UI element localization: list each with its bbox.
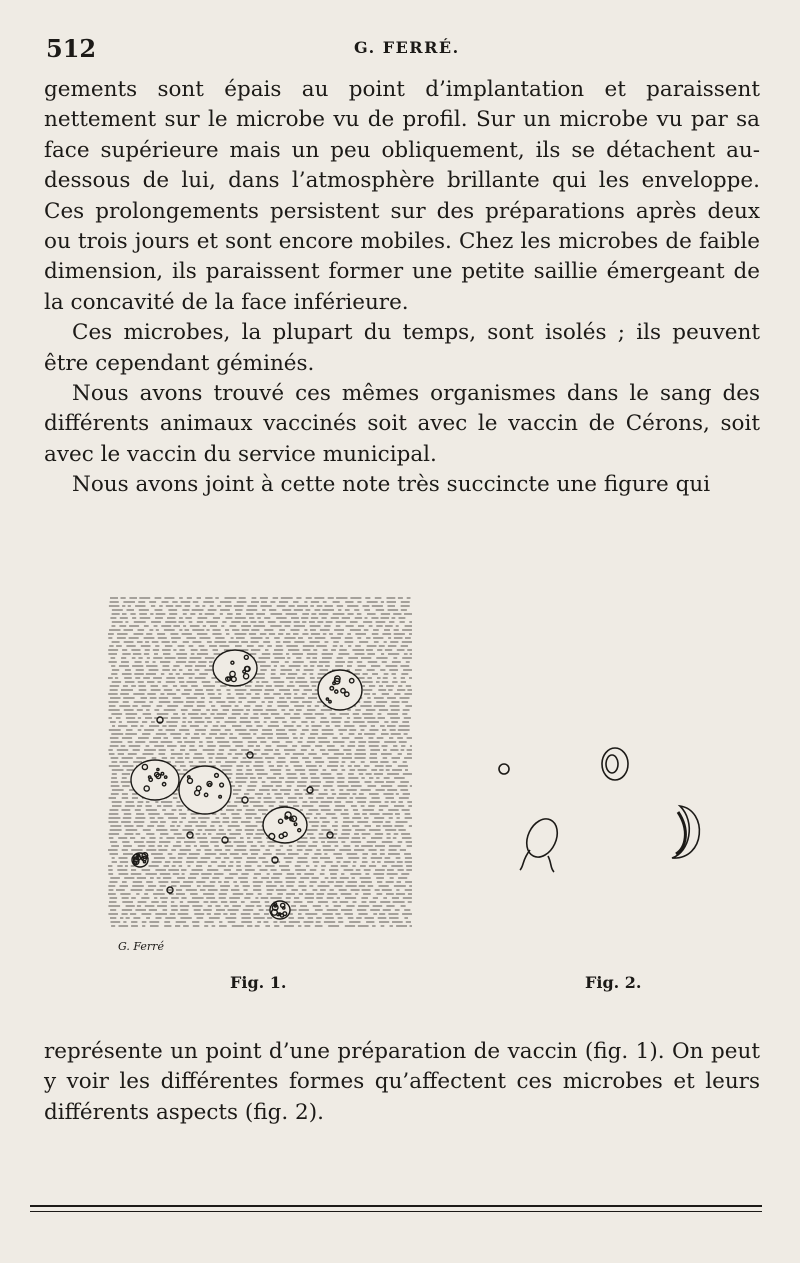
- blood-cell: [179, 766, 231, 814]
- figure-2-illustration: [490, 740, 750, 940]
- paragraph-4: Nous avons joint à cette note très succincte une figure qui: [72, 472, 711, 498]
- after-figures-text: [44, 1037, 760, 1128]
- microbe-dot: [242, 797, 248, 803]
- figure-1-caption: Fig. 1.: [230, 973, 287, 992]
- blood-cell: [131, 760, 179, 800]
- microbe-flagellum-1: [520, 850, 530, 870]
- figure-signature: G. Ferré: [118, 940, 164, 953]
- paragraph-1: gements sont épais au point d’implantation et paraissent nettement sur le microbe vu de profil. Sur un microbe vu par sa face supérieure mais un peu obliquement, ils se détachent au-dessous de lui, dans l’atmosphère brillante qui les enveloppe. Ces prolongements persistent sur des préparations après deux ou trois jours et sont encore mobiles. Chez les microbes de faible dimension, ils paraissent former une petite saillie émergeant de la concavité de la face inférieure.: [44, 77, 760, 315]
- page-header: [46, 34, 760, 64]
- paragraph-3: Nous avons trouvé ces mêmes organismes dans le sang des différents animaux vaccinés soit avec le vaccin de Cérons, soit avec le vaccin du service municipal.: [44, 381, 760, 467]
- microbe-dot: [187, 832, 193, 838]
- microbe-small-dot: [499, 764, 509, 774]
- page-number: 512: [46, 34, 97, 63]
- footer-rule-thick: [30, 1205, 762, 1207]
- paragraph-2: Ces microbes, la plupart du temps, sont isolés ; ils peuvent être cependant géminés.: [44, 320, 760, 376]
- footer-rule-thin: [30, 1211, 762, 1212]
- microbe-dot: [327, 832, 333, 838]
- running-head: G. FERRÉ.: [354, 38, 460, 57]
- microbe-round-inner: [606, 755, 618, 773]
- figure-1-illustration: [100, 590, 422, 956]
- blood-cell: [318, 670, 362, 710]
- microbe-dot: [247, 752, 253, 758]
- figures-block: [100, 590, 780, 1010]
- microbe-flagellum-2: [548, 856, 554, 872]
- figure-2-caption: Fig. 2.: [585, 973, 642, 992]
- paragraph-5: représente un point d’une préparation de vaccin (fig. 1). On peut y voir les différentes formes qu’affectent ces microbes et leurs différents aspects (fig. 2).: [44, 1039, 760, 1125]
- body-text: [44, 75, 760, 501]
